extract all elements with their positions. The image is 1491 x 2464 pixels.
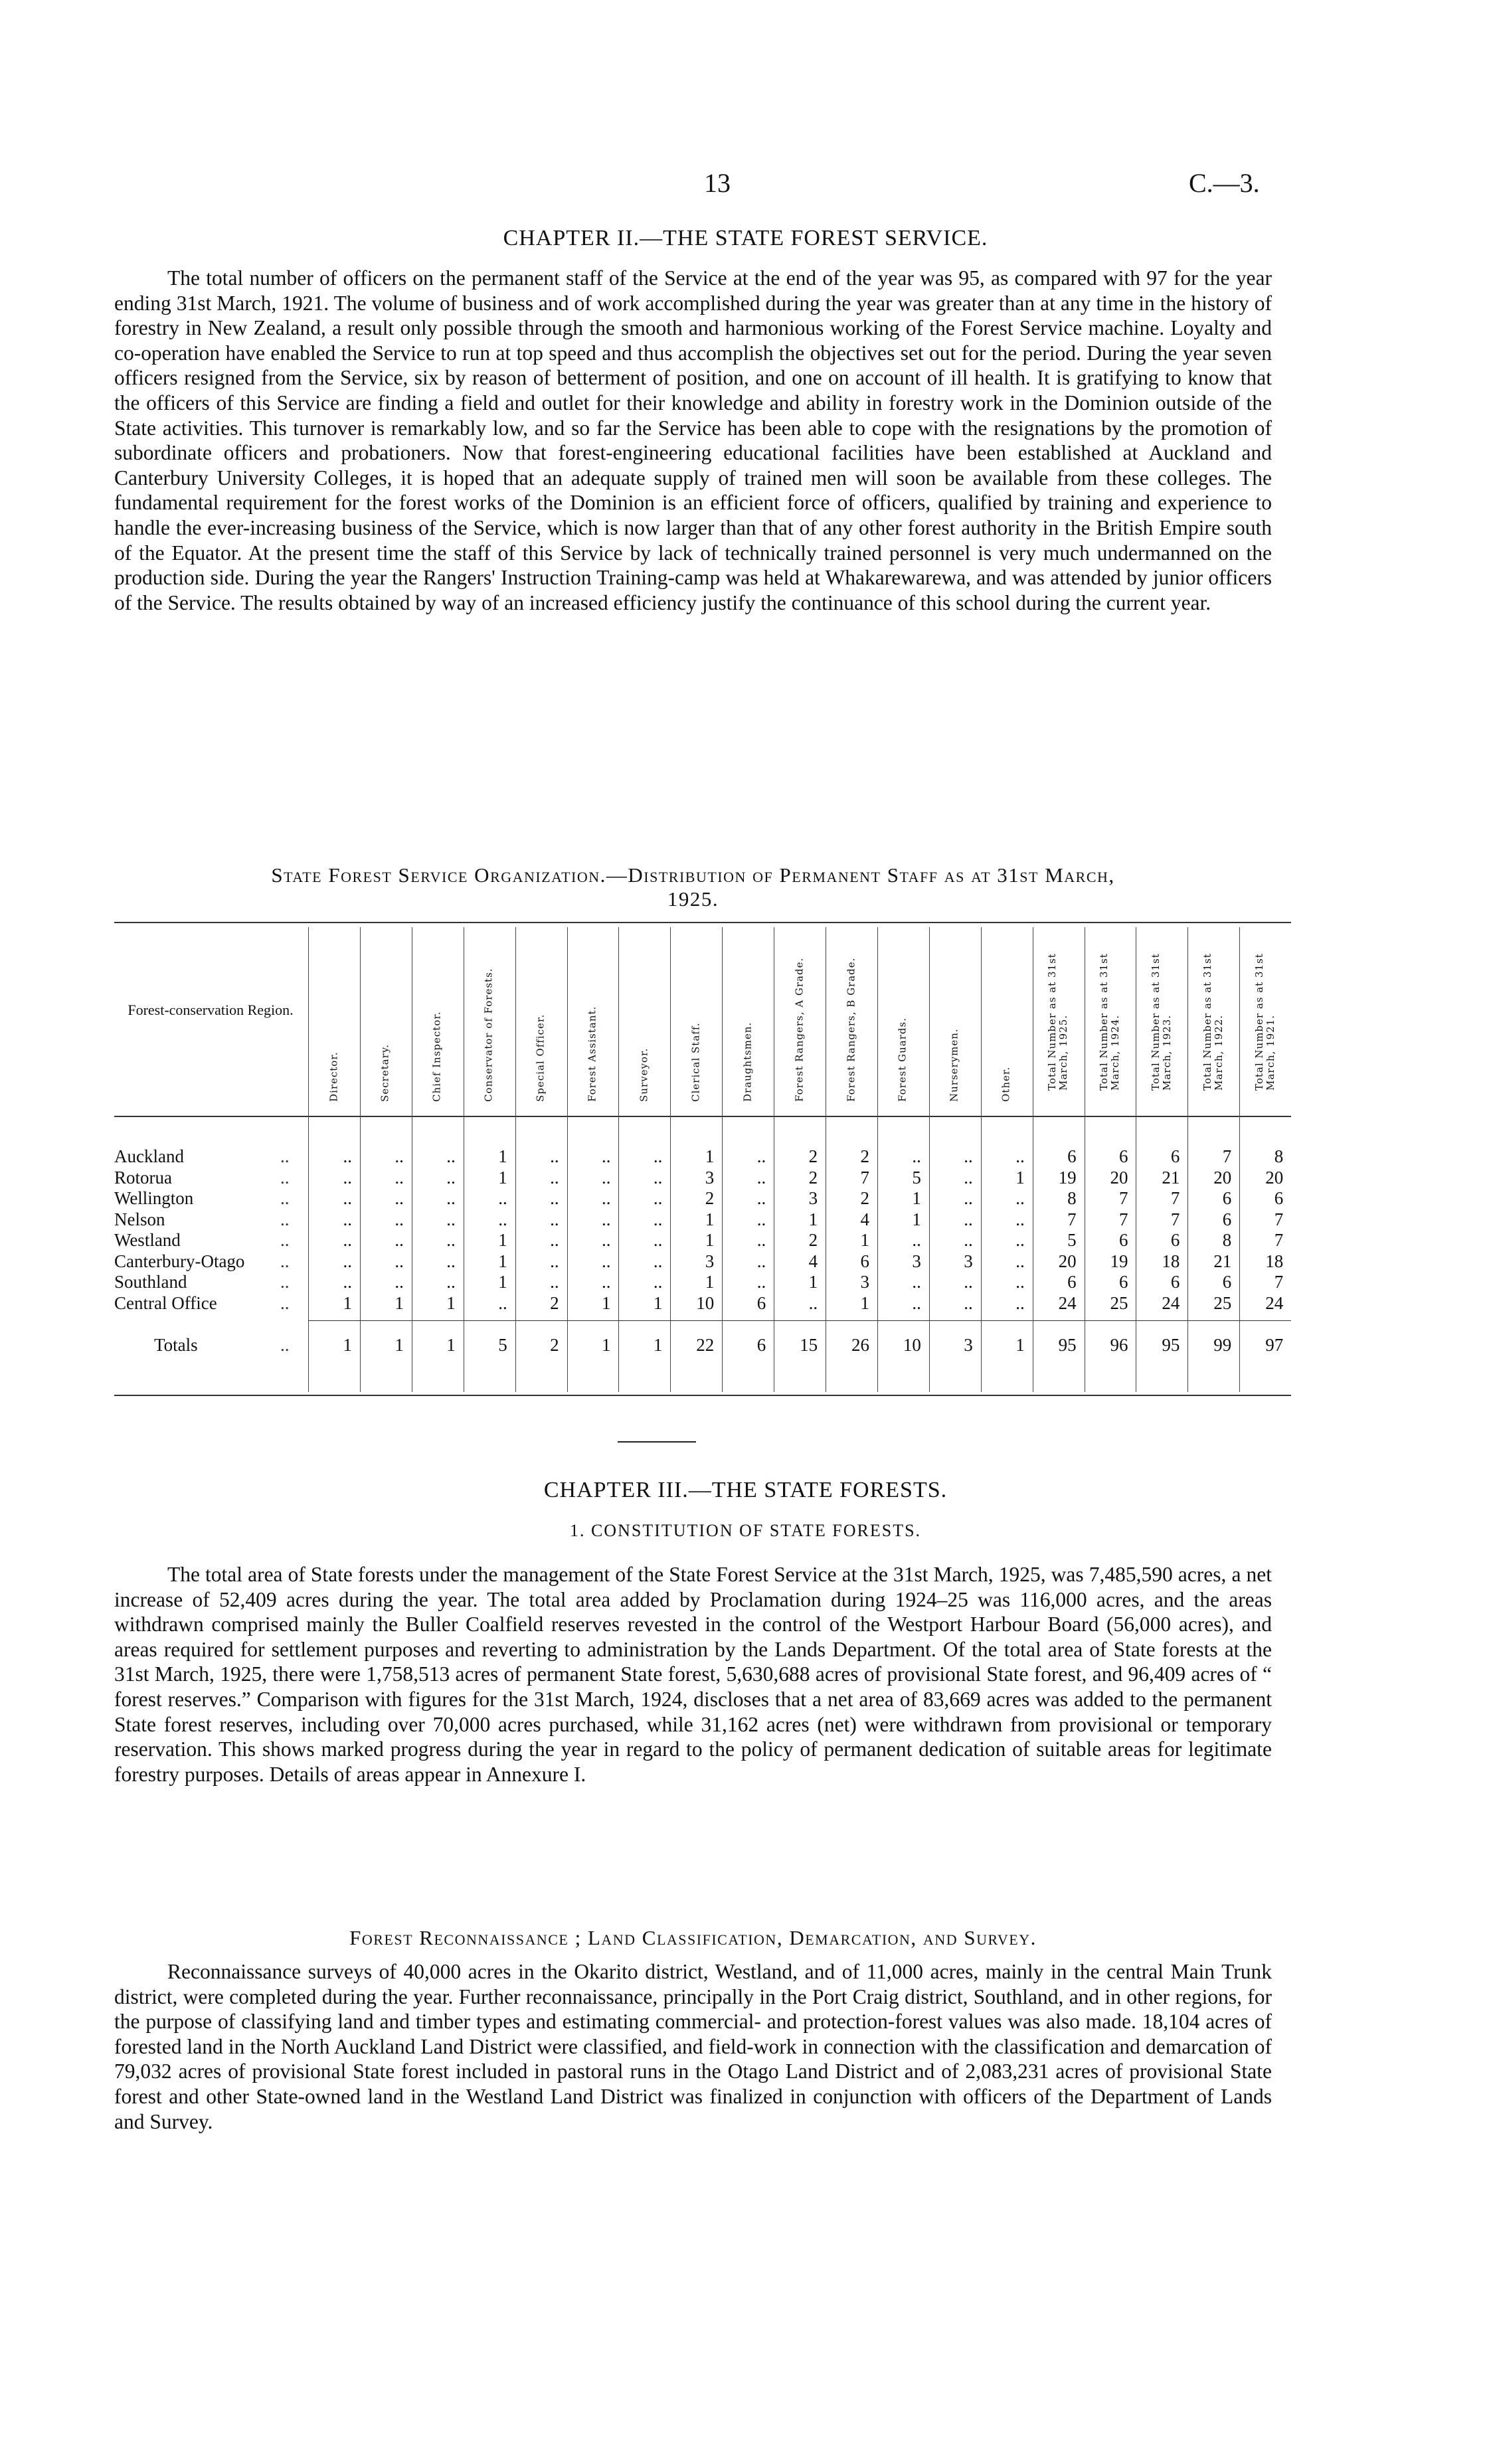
table-cell: .. — [1015, 1272, 1025, 1292]
table-cell: .. — [343, 1251, 352, 1271]
table-cell: .. — [343, 1188, 352, 1208]
table-cell: .. — [1015, 1292, 1025, 1313]
dot-leader: .. — [280, 1335, 290, 1355]
table-cell: 6 — [1274, 1188, 1284, 1208]
table-cell: .. — [550, 1188, 559, 1208]
table-cell: .. — [964, 1167, 973, 1188]
table-cell: .. — [653, 1272, 663, 1292]
column-header-label: Special Officer. — [534, 1013, 547, 1102]
table-cell: 7 — [860, 1167, 869, 1188]
table-cell: .. — [446, 1251, 456, 1271]
table-cell: .. — [343, 1146, 352, 1166]
table-cell: .. — [653, 1146, 663, 1166]
table-cell: 24 — [1265, 1292, 1284, 1313]
dot-leader: .. — [280, 1272, 290, 1292]
table-cell: .. — [964, 1292, 973, 1313]
table-cell: 20 — [1265, 1167, 1284, 1188]
table-cell: 1 — [912, 1209, 921, 1229]
table-cell: 2 — [860, 1188, 869, 1208]
chapter-2-title: CHAPTER II.—THE STATE FOREST SERVICE. — [503, 226, 988, 250]
column-header — [670, 928, 721, 1113]
chapter-2-body — [114, 266, 1272, 615]
table-cell: 1 — [498, 1230, 507, 1250]
table-cell: .. — [550, 1230, 559, 1250]
column-header-label: Draughtsmen. — [741, 1021, 754, 1102]
table-row — [114, 1230, 1291, 1250]
table-cell: .. — [653, 1188, 663, 1208]
table-cell: .. — [343, 1230, 352, 1250]
column-header — [722, 928, 773, 1113]
table-cell: 10 — [903, 1335, 921, 1355]
table-cell: .. — [808, 1292, 818, 1313]
table-cell: .. — [395, 1230, 404, 1250]
table-cell: .. — [343, 1272, 352, 1292]
table-cell: 1 — [705, 1272, 715, 1292]
table-cell: .. — [446, 1230, 456, 1250]
table-cell: 21 — [1162, 1167, 1180, 1188]
table-cell: 18 — [1265, 1251, 1284, 1271]
region-name: Nelson — [114, 1209, 165, 1229]
table-cell: 21 — [1213, 1251, 1232, 1271]
table-cell: .. — [756, 1209, 766, 1229]
table-cell: 6 — [1067, 1146, 1077, 1166]
table-cell: .. — [550, 1146, 559, 1166]
dot-leader: .. — [280, 1209, 290, 1229]
table-cell: 3 — [912, 1251, 921, 1271]
table-cell: 10 — [696, 1292, 715, 1313]
table-row — [114, 1272, 1291, 1292]
table-cell: 3 — [964, 1251, 973, 1271]
chapter-2-paragraph: The total number of officers on the permanent staff of the Service at the end of the year was 95, as compared with 97 for the year ending 31st March, 1921. The volume of business and of work accomplished during the year was greater than at any time in the history of forestry in New Zealand, a result only possible through the smooth and harmonious working of the Forest Service machine. Loyalty and co-operation have enabled the Service to run at top speed and thus accomplish the objectives set out for the period. During the year seven officers resigned from the Service, six by reason of betterment of position, and one on account of ill health. It is gratifying to know that the officers of this Service are finding a field and outlet for their knowledge and ability in forestry work in the Dominion outside of the State activities. This turnover is remarkably low, and so far the Service has been able to cope with the resignations by the promotion of subordinate officers and probationers. Now that forest-engineering educational facilities have been established at Auckland and Canterbury University Colleges, it is hoped that an adequate supply of trained men will soon be available from these colleges. The fundamental requirement for the forest works of the Dominion is an efficient force of officers, qualified by training and experience to handle the ever-increasing business of the Service, which is now larger than that of any other forest authority in the British Empire south of the Equator. At the present time the staff of this Service by lack of technically trained personnel is very much undermanned on the production side. During the year the Rangers' Instruction Training-camp was held at Whakarewarewa, and was attended by junior officers of the Service. The results obtained by way of an increased efficiency justify the continuance of this school during the current year. — [114, 266, 1272, 614]
table-caption-line-1: State Forest Service Organization.—Distribution of Permanent Staff as at 31st March, — [271, 863, 1115, 887]
table-cell: .. — [550, 1209, 559, 1229]
header-bottom-rule — [114, 1116, 1291, 1117]
table-cell: .. — [964, 1146, 973, 1166]
table-cell: .. — [756, 1251, 766, 1271]
table-cell: 3 — [705, 1251, 715, 1271]
table-cell: .. — [912, 1292, 921, 1313]
table-cell: 2 — [860, 1146, 869, 1166]
table-cell: 19 — [1058, 1167, 1077, 1188]
table-cell: 2 — [808, 1167, 818, 1188]
table-cell: .. — [602, 1272, 611, 1292]
table-cell: .. — [343, 1209, 352, 1229]
column-header-label: Total Number as at 31st March, 1923. — [1149, 953, 1173, 1091]
table-cell: .. — [395, 1209, 404, 1229]
table-cell: 15 — [800, 1335, 818, 1355]
column-header-label: Nurserymen. — [948, 1028, 960, 1102]
column-header — [567, 928, 618, 1113]
table-cell: 1 — [653, 1292, 663, 1313]
column-header-label: Total Number as at 31st March, 1922. — [1201, 953, 1225, 1091]
table-cell: 6 — [1170, 1146, 1180, 1166]
table-cell: 4 — [808, 1251, 818, 1271]
column-header — [515, 928, 567, 1113]
table-cell: 6 — [1119, 1230, 1128, 1250]
table-cell: .. — [446, 1209, 456, 1229]
table-cell: .. — [964, 1272, 973, 1292]
column-header-label: Other. — [1000, 1066, 1012, 1102]
column-divider — [308, 927, 309, 1392]
table-cell: 2 — [550, 1292, 559, 1313]
dot-leader: .. — [280, 1292, 290, 1313]
column-header — [929, 928, 980, 1113]
table-cell: 25 — [1110, 1292, 1128, 1313]
table-cell: 96 — [1110, 1335, 1128, 1355]
table-cell: .. — [912, 1272, 921, 1292]
table-cell: 7 — [1274, 1272, 1284, 1292]
chapter-3-title: CHAPTER III.—THE STATE FORESTS. — [543, 1478, 948, 1502]
table-cell: 1 — [653, 1335, 663, 1355]
constitution-paragraph: The total area of State forests under the management of the State Forest Service at the 31st March, 1925, was 7,485,590 acres, a net increase of 52,409 acres during the year. The total area added by Proclamation during 1924–25 was 116,000 acres, and the areas withdrawn comprised mainly the Buller Coalfield reserves revested in the control of the Westport Harbour Board (56,000 acres), and areas required for settlement purposes and reverting to administration by the Lands Department. Of the total area of State forests at the 31st March, 1925, there were 1,758,513 acres of permanent State forest, 5,630,688 acres of provisional State forest, and 96,409 acres of “ forest reserves.” Comparison with figures for the 31st March, 1924, discloses that a net area of 83,669 acres was added to the permanent State forest reserves, including over 70,000 acres purchased, while 31,162 acres (net) were withdrawn from provisional or temporary reservation. This shows marked progress during the year in regard to the policy of permanent dedication of suitable areas for legitimate forestry purposes. Details of areas appear in Annexure I. — [114, 1563, 1272, 1786]
column-header-label: Total Number as at 31st March, 1921. — [1253, 953, 1276, 1091]
table-cell: 95 — [1162, 1335, 1180, 1355]
table-cell: .. — [395, 1272, 404, 1292]
table-cell: 1 — [1015, 1335, 1025, 1355]
table-cell: .. — [498, 1209, 507, 1229]
table-cell: 7 — [1222, 1146, 1232, 1166]
table-cell: 1 — [860, 1230, 869, 1250]
column-header — [877, 928, 928, 1113]
page-number: 13 — [704, 168, 731, 198]
table-cell: 3 — [860, 1272, 869, 1292]
table-cell: 6 — [1119, 1272, 1128, 1292]
table-cell: .. — [446, 1272, 456, 1292]
table-cell: 1 — [343, 1335, 352, 1355]
table-cell: 6 — [756, 1335, 766, 1355]
table-cell: 95 — [1058, 1335, 1077, 1355]
table-cell: .. — [602, 1167, 611, 1188]
table-cell: 1 — [343, 1292, 352, 1313]
table-cell: 3 — [964, 1335, 973, 1355]
table-cell: 19 — [1110, 1251, 1128, 1271]
table-cell: 26 — [851, 1335, 869, 1355]
region-name: Rotorua — [114, 1167, 172, 1188]
table-cell: 7 — [1274, 1230, 1284, 1250]
section-divider — [618, 1441, 696, 1443]
dot-leader: .. — [280, 1146, 290, 1166]
column-divider — [360, 927, 361, 1392]
table-cell: .. — [912, 1146, 921, 1166]
table-cell: .. — [446, 1188, 456, 1208]
table-cell: 1 — [498, 1272, 507, 1292]
chapter-3-body-2 — [114, 1959, 1272, 2134]
region-name: Canterbury-Otago — [114, 1251, 245, 1271]
table-cell: 1 — [860, 1292, 869, 1313]
reconnaissance-paragraph: Reconnaissance surveys of 40,000 acres in the Okarito district, Westland, and of 11,000 acres, mainly in the central Main Trunk district, were completed during the year. Further reconnaissance, principally in the Port Craig district, Southland, and in other regions, for the purpose of classifying land and timber types and estimating commercial- and protection-forest values was also made. 18,104 acres of forested land in the North Auckland Land District were classified, and field-work in connection with the classification and demarcation of 79,032 acres of provisional State forest included in pastoral runs in the Otago Land District and of 2,083,231 acres of provisional State forest and other State-owned land in the Westland Land District was finalized in conjunction with officers of the Department of Lands and Survey. — [114, 1960, 1272, 2133]
table-cell: 1 — [498, 1167, 507, 1188]
table-cell: 99 — [1213, 1335, 1232, 1355]
column-header-label: Forest Guards. — [896, 1017, 909, 1102]
table-cell: 3 — [808, 1188, 818, 1208]
table-cell: 20 — [1213, 1167, 1232, 1188]
table-cell: 2 — [808, 1146, 818, 1166]
table-cell: 24 — [1162, 1292, 1180, 1313]
table-cell: .. — [1015, 1230, 1025, 1250]
table-cell: 1 — [446, 1292, 456, 1313]
table-cell: 1 — [498, 1251, 507, 1271]
column-header — [464, 928, 515, 1113]
dot-leader: .. — [280, 1251, 290, 1271]
column-header-label: Total Number as at 31st March, 1925. — [1046, 953, 1070, 1091]
table-cell: 1 — [395, 1292, 404, 1313]
table-row — [114, 1146, 1291, 1166]
table-cell: 20 — [1058, 1251, 1077, 1271]
column-divider — [981, 927, 982, 1392]
table-cell: .. — [964, 1188, 973, 1208]
table-cell: .. — [756, 1188, 766, 1208]
table-row — [114, 1188, 1291, 1208]
column-header — [1033, 928, 1084, 1113]
table-cell: 97 — [1265, 1335, 1284, 1355]
table-cell: 6 — [1222, 1272, 1232, 1292]
column-divider — [1187, 927, 1188, 1392]
column-header-label: Secretary. — [379, 1044, 391, 1102]
reconnaissance-subheading: Forest Reconnaissance ; Land Classification, Demarcation, and Survey. — [349, 1926, 1037, 1949]
table-cell: 1 — [705, 1230, 715, 1250]
table-row — [114, 1251, 1291, 1271]
column-header-label: Director. — [327, 1051, 339, 1102]
table-cell: 1 — [808, 1272, 818, 1292]
table-bottom-rule — [114, 1395, 1291, 1396]
table-cell: .. — [964, 1230, 973, 1250]
table-cell: 6 — [1119, 1146, 1128, 1166]
table-cell: .. — [653, 1230, 663, 1250]
column-header-label: Forest Rangers, B Grade. — [845, 957, 857, 1102]
table-caption-line-2: 1925. — [667, 887, 719, 911]
table-cell: 6 — [1170, 1230, 1180, 1250]
column-header — [774, 928, 825, 1113]
table-cell: .. — [446, 1146, 456, 1166]
table-cell: 1 — [1015, 1167, 1025, 1188]
region-name: Westland — [114, 1230, 181, 1250]
table-cell: .. — [395, 1167, 404, 1188]
column-header — [981, 928, 1032, 1113]
table-cell: 1 — [395, 1335, 404, 1355]
table-cell: 22 — [696, 1335, 715, 1355]
table-cell: .. — [756, 1230, 766, 1250]
table-cell: .. — [1015, 1209, 1025, 1229]
column-header-label: Chief Inspector. — [430, 1011, 443, 1102]
table-cell: 1 — [446, 1335, 456, 1355]
column-divider — [722, 927, 723, 1392]
column-header — [308, 928, 359, 1113]
region-name: Wellington — [114, 1188, 194, 1208]
table-cell: .. — [395, 1146, 404, 1166]
table-cell: .. — [602, 1230, 611, 1250]
table-cell: .. — [550, 1251, 559, 1271]
column-divider — [929, 927, 930, 1392]
column-divider — [670, 927, 671, 1392]
table-cell: .. — [550, 1272, 559, 1292]
table-cell: 6 — [756, 1292, 766, 1313]
table-cell: 8 — [1274, 1146, 1284, 1166]
table-cell: 5 — [1067, 1230, 1077, 1250]
table-cell: 1 — [705, 1209, 715, 1229]
column-divider — [1239, 927, 1240, 1392]
table-cell: .. — [446, 1167, 456, 1188]
table-cell: 24 — [1058, 1292, 1077, 1313]
column-header-label: Forest Rangers, A Grade. — [793, 957, 806, 1102]
table-cell: .. — [602, 1146, 611, 1166]
table-cell: 7 — [1119, 1209, 1128, 1229]
table-cell: .. — [395, 1188, 404, 1208]
section-1-heading: 1. CONSTITUTION OF STATE FORESTS. — [569, 1521, 922, 1540]
table-cell: 6 — [1067, 1272, 1077, 1292]
table-cell: 2 — [550, 1335, 559, 1355]
table-cell: .. — [964, 1209, 973, 1229]
totals-separator — [308, 1320, 1291, 1321]
table-cell: 7 — [1170, 1209, 1180, 1229]
table-cell: 6 — [1222, 1209, 1232, 1229]
table-cell: 5 — [912, 1167, 921, 1188]
table-cell: .. — [756, 1167, 766, 1188]
table-cell: 7 — [1119, 1188, 1128, 1208]
table-cell: 8 — [1222, 1230, 1232, 1250]
region-name: Auckland — [114, 1146, 184, 1166]
table-cell: 2 — [808, 1230, 818, 1250]
column-header-label: Surveyor. — [638, 1047, 650, 1102]
column-header-label: Total Number as at 31st March, 1924. — [1098, 953, 1121, 1091]
table-row — [114, 1209, 1291, 1229]
region-column-header: Forest-conservation Region. — [128, 1002, 294, 1018]
totals-table-row — [114, 1335, 1291, 1355]
table-cell: 6 — [860, 1251, 869, 1271]
table-cell: 1 — [602, 1335, 611, 1355]
table-cell: .. — [653, 1167, 663, 1188]
table-cell: .. — [1015, 1146, 1025, 1166]
table-cell: 4 — [860, 1209, 869, 1229]
table-cell: .. — [498, 1188, 507, 1208]
table-cell: .. — [1015, 1188, 1025, 1208]
table-cell: .. — [653, 1209, 663, 1229]
dot-leader: .. — [280, 1167, 290, 1188]
table-cell: .. — [912, 1230, 921, 1250]
table-cell: 1 — [912, 1188, 921, 1208]
column-header — [618, 928, 669, 1113]
table-cell: 1 — [808, 1209, 818, 1229]
totals-label: Totals — [154, 1335, 198, 1355]
table-cell: 7 — [1170, 1188, 1180, 1208]
table-cell: .. — [602, 1251, 611, 1271]
table-cell: .. — [343, 1167, 352, 1188]
table-cell: 5 — [498, 1335, 507, 1355]
column-header — [360, 928, 411, 1113]
column-divider — [877, 927, 878, 1392]
column-divider — [618, 927, 619, 1392]
table-cell: 6 — [1170, 1272, 1180, 1292]
table-cell: .. — [498, 1292, 507, 1313]
dot-leader: .. — [280, 1230, 290, 1250]
column-divider — [567, 927, 568, 1392]
region-name: Central Office — [114, 1292, 217, 1313]
table-cell: 25 — [1213, 1292, 1232, 1313]
table-row — [114, 1293, 1291, 1313]
table-cell: .. — [1015, 1251, 1025, 1271]
column-header — [1136, 928, 1187, 1113]
column-header-label: Clerical Staff. — [689, 1022, 702, 1102]
table-cell: 1 — [498, 1146, 507, 1166]
table-cell: 7 — [1067, 1209, 1077, 1229]
column-header — [1085, 928, 1136, 1113]
table-cell: 2 — [705, 1188, 715, 1208]
table-cell: 8 — [1067, 1188, 1077, 1208]
table-cell: .. — [602, 1209, 611, 1229]
table-cell: 3 — [705, 1167, 715, 1188]
table-cell: 1 — [705, 1146, 715, 1166]
table-cell: .. — [653, 1251, 663, 1271]
column-header-label: Forest Assistant. — [586, 1006, 598, 1102]
table-cell: 6 — [1222, 1188, 1232, 1208]
column-header-label: Conservator of Forests. — [482, 968, 495, 1102]
column-divider — [515, 927, 516, 1392]
table-cell: .. — [756, 1146, 766, 1166]
table-cell: 18 — [1162, 1251, 1180, 1271]
table-caption — [114, 863, 1272, 911]
table-cell: .. — [756, 1272, 766, 1292]
column-header — [826, 928, 877, 1113]
table-cell: 7 — [1274, 1209, 1284, 1229]
table-cell: .. — [395, 1251, 404, 1271]
column-header — [1187, 928, 1239, 1113]
table-cell: .. — [602, 1188, 611, 1208]
table-cell: .. — [550, 1167, 559, 1188]
document-reference: C.—3. — [1189, 168, 1260, 198]
column-header — [1239, 928, 1290, 1113]
table-row — [114, 1168, 1291, 1188]
table-cell: 1 — [602, 1292, 611, 1313]
dot-leader: .. — [280, 1188, 290, 1208]
column-header — [412, 928, 463, 1113]
table-cell: 20 — [1110, 1167, 1128, 1188]
chapter-3-body-1 — [114, 1562, 1272, 1787]
region-name: Southland — [114, 1272, 187, 1292]
